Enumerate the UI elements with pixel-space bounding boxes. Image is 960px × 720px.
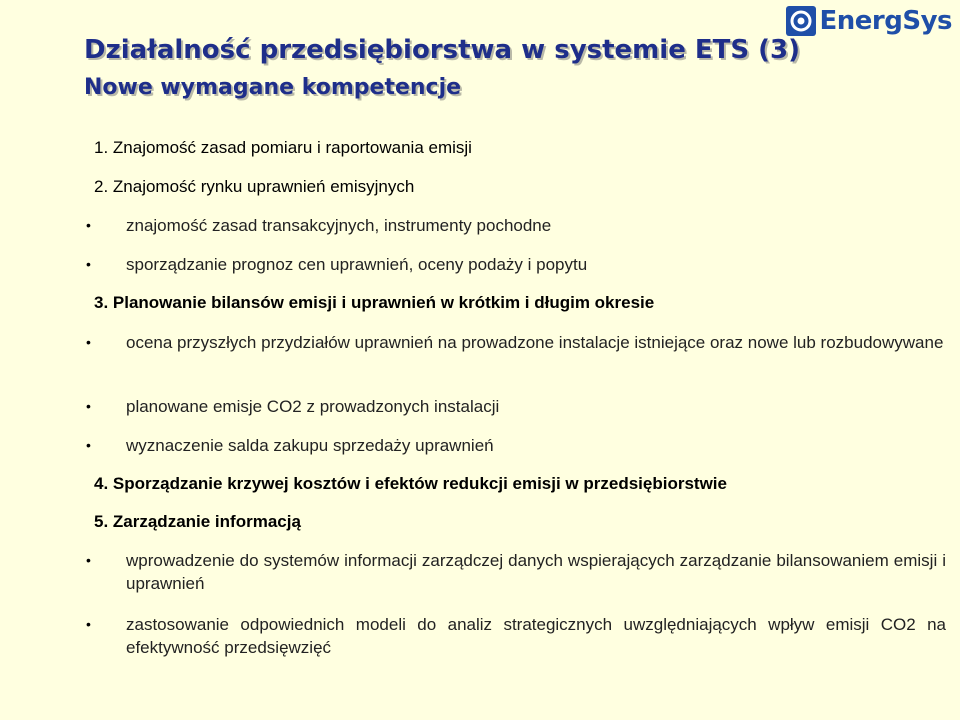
bullet-item: [86, 214, 946, 237]
title-line-1: Działalność przedsiębiorstwa w systemie ETS (3): [84, 35, 801, 65]
bullet-item: [86, 331, 946, 354]
point-5: 5. Zarządzanie informacją: [94, 512, 301, 531]
energsys-logo: [786, 6, 953, 36]
bullet-text: wyznaczenie salda zakupu sprzedaży uprawnień: [126, 436, 494, 455]
logo-text: EnergSys: [819, 6, 952, 36]
bullet-icon: •: [86, 334, 91, 350]
bullet-text: wprowadzenie do systemów informacji zarządczej danych wspierających zarządzanie bilansowaniem emisji i uprawnień: [126, 551, 946, 593]
title-line-2: Nowe wymagane kompetencje: [84, 75, 462, 100]
bullet-text: sporządzanie prognoz cen uprawnień, oceny podaży i popytu: [126, 255, 588, 274]
bullet-icon: •: [86, 437, 91, 453]
bullet-item: [86, 613, 946, 659]
bullet-text: ocena przyszłych przydziałów uprawnień na prowadzone instalacje istniejące oraz nowe lub rozbudowywane: [126, 333, 944, 352]
bullet-icon: •: [86, 616, 91, 632]
bullet-text: znajomość zasad transakcyjnych, instrumenty pochodne: [126, 216, 552, 235]
bullet-item: [86, 253, 946, 276]
bullet-icon: •: [86, 552, 91, 568]
bullet-text: planowane emisje CO2 z prowadzonych instalacji: [126, 397, 500, 416]
point-4: 4. Sporządzanie krzywej kosztów i efektów redukcji emisji w przedsiębiorstwie: [94, 474, 727, 493]
point-2: 2. Znajomość rynku uprawnień emisyjnych: [94, 177, 415, 196]
bullet-icon: •: [86, 256, 91, 272]
point-1: 1. Znajomość zasad pomiaru i raportowania emisji: [94, 138, 472, 157]
bullet-icon: •: [86, 398, 91, 414]
bullet-item: [86, 549, 946, 595]
slide-title: [84, 30, 800, 106]
point-3: 3. Planowanie bilansów emisji i uprawnień w krótkim i długim okresie: [94, 293, 655, 312]
bullet-text: zastosowanie odpowiednich modeli do analiz strategicznych uwzględniających wpływ emisji CO2 na efektywność przedsięwzięć: [126, 615, 946, 657]
bullet-item: [86, 395, 946, 418]
bullet-icon: •: [86, 217, 91, 233]
bullet-item: [86, 434, 946, 457]
